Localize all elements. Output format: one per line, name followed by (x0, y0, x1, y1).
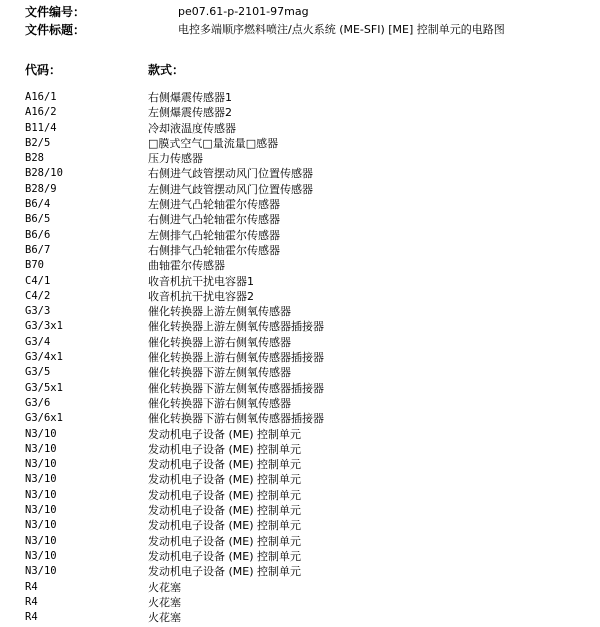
component-description: 压力传感器 (148, 152, 203, 166)
component-description: 发动机电子设备 (ME) 控制单元 (148, 519, 302, 533)
list-item (0, 166, 600, 181)
component-description: 曲轴霍尔传感器 (148, 259, 225, 273)
component-list (0, 90, 600, 625)
component-description: 发动机电子设备 (ME) 控制单元 (148, 488, 302, 502)
component-code: B11/4 (25, 121, 57, 134)
doc-title-label: 文件标题： (25, 23, 86, 37)
list-item (0, 319, 600, 334)
component-description: 左侧进气凸轮轴霍尔传感器 (148, 198, 280, 212)
component-code: B28/10 (25, 167, 63, 180)
component-code: B6/7 (25, 243, 51, 256)
list-item (0, 381, 600, 396)
component-description: 右侧进气凸轮轴霍尔传感器 (148, 213, 280, 227)
component-code: C4/1 (25, 274, 51, 287)
component-description: 催化转换器下游右侧氧传感器 (148, 396, 291, 410)
list-item (0, 105, 600, 120)
component-description: 发动机电子设备 (ME) 控制单元 (148, 473, 302, 487)
component-code: G3/3x1 (25, 320, 63, 333)
list-item (0, 457, 600, 472)
list-item (0, 258, 600, 273)
component-description: 发动机电子设备 (ME) 控制单元 (148, 504, 302, 518)
doc-number-value: pe07.61-p-2101-97mag (178, 5, 309, 18)
component-code: G3/4x1 (25, 351, 63, 364)
list-item (0, 442, 600, 457)
component-description: 发动机电子设备 (ME) 控制单元 (148, 427, 302, 441)
component-code: R4 (25, 595, 38, 608)
list-item (0, 136, 600, 151)
component-description: 右侧排气凸轮轴霍尔传感器 (148, 243, 280, 257)
component-description: 火花塞 (148, 611, 181, 625)
component-description: 催化转换器上游左侧氧传感器插接器 (148, 320, 324, 334)
component-code: N3/10 (25, 488, 57, 501)
component-code: C4/2 (25, 289, 51, 302)
component-description: 左侧爆震传感器2 (148, 106, 232, 120)
component-code: R4 (25, 580, 38, 593)
component-code: G3/6x1 (25, 412, 63, 425)
list-item (0, 350, 600, 365)
component-description: 催化转换器上游右侧氧传感器 (148, 335, 291, 349)
component-description: 收音机抗干扰电容器1 (148, 274, 254, 288)
list-item (0, 289, 600, 304)
list-item (0, 274, 600, 289)
component-code: G3/6 (25, 396, 51, 409)
component-description: 左侧进气歧管摆动风门位置传感器 (148, 182, 313, 196)
component-code: N3/10 (25, 565, 57, 578)
code-column-header: 代码： (25, 63, 62, 77)
component-description: 发动机电子设备 (ME) 控制单元 (148, 549, 302, 563)
list-item (0, 534, 600, 549)
component-code: N3/10 (25, 534, 57, 547)
list-item (0, 610, 600, 625)
component-description: 左侧排气凸轮轴霍尔传感器 (148, 228, 280, 242)
component-description: 催化转换器下游左侧氧传感器插接器 (148, 381, 324, 395)
component-code: N3/10 (25, 458, 57, 471)
component-description: 收音机抗干扰电容器2 (148, 289, 254, 303)
list-item (0, 396, 600, 411)
component-code: N3/10 (25, 519, 57, 532)
component-description: 催化转换器上游右侧氧传感器插接器 (148, 351, 324, 365)
list-item (0, 212, 600, 227)
style-column-header: 款式： (148, 63, 185, 77)
component-code: B28/9 (25, 182, 57, 195)
list-item (0, 365, 600, 380)
list-item (0, 411, 600, 426)
component-code: N3/10 (25, 549, 57, 562)
component-code: B70 (25, 259, 44, 272)
component-code: B6/6 (25, 228, 51, 241)
list-item (0, 518, 600, 533)
component-description: 右侧爆震传感器1 (148, 91, 232, 104)
list-item (0, 335, 600, 350)
component-code: G3/3 (25, 305, 51, 318)
component-description: 发动机电子设备 (ME) 控制单元 (148, 534, 302, 548)
component-code: N3/10 (25, 504, 57, 517)
list-item (0, 595, 600, 610)
component-code: G3/5x1 (25, 381, 63, 394)
component-code: N3/10 (25, 473, 57, 486)
list-item (0, 549, 600, 564)
component-code: A16/2 (25, 106, 57, 119)
component-code: B6/5 (25, 213, 51, 226)
list-item (0, 151, 600, 166)
component-description: 冷却液温度传感器 (148, 121, 236, 135)
list-item (0, 304, 600, 319)
component-code: A16/1 (25, 91, 57, 103)
list-item (0, 564, 600, 579)
list-item (0, 243, 600, 258)
component-description: 催化转换器下游左侧氧传感器 (148, 366, 291, 380)
component-code: R4 (25, 611, 38, 624)
component-code: G3/5 (25, 366, 51, 379)
list-item (0, 197, 600, 212)
list-item (0, 580, 600, 595)
component-description: □膜式空气□量流量□感器 (148, 136, 279, 150)
list-item (0, 427, 600, 442)
component-code: B28 (25, 152, 44, 165)
list-item (0, 503, 600, 518)
component-description: 发动机电子设备 (ME) 控制单元 (148, 565, 302, 579)
component-description: 催化转换器上游左侧氧传感器 (148, 305, 291, 319)
component-description: 火花塞 (148, 595, 181, 609)
component-code: N3/10 (25, 427, 57, 440)
doc-number-label: 文件编号： (25, 5, 86, 19)
list-item (0, 472, 600, 487)
component-code: B6/4 (25, 198, 51, 211)
component-code: B2/5 (25, 136, 51, 149)
component-description: 火花塞 (148, 580, 181, 594)
doc-title-value: 电控多端顺序燃料喷注/点火系统 (ME-SFI) [ME] 控制单元的电路图 (178, 23, 505, 36)
component-description: 催化转换器下游右侧氧传感器插接器 (148, 412, 324, 426)
component-description: 发动机电子设备 (ME) 控制单元 (148, 458, 302, 472)
list-item (0, 90, 600, 105)
component-code: G3/4 (25, 335, 51, 348)
list-item (0, 488, 600, 503)
component-description: 右侧进气歧管摆动风门位置传感器 (148, 167, 313, 181)
list-item (0, 228, 600, 243)
list-item (0, 121, 600, 136)
list-item (0, 182, 600, 197)
component-code: N3/10 (25, 442, 57, 455)
component-description: 发动机电子设备 (ME) 控制单元 (148, 442, 302, 456)
